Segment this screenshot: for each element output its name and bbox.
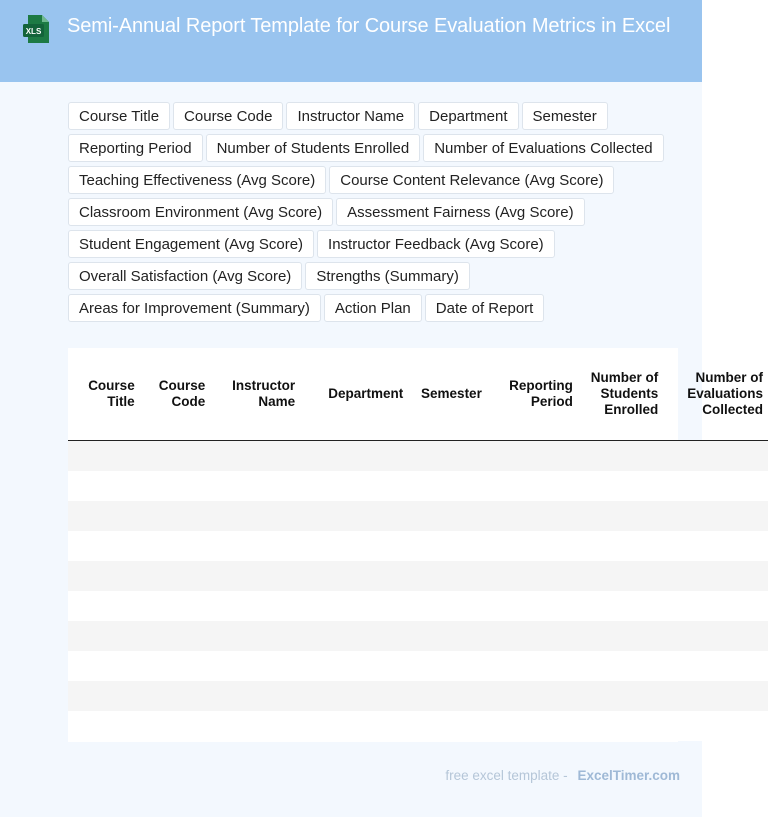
table-row <box>68 531 768 561</box>
field-chip[interactable]: Course Code <box>173 102 283 130</box>
header-banner <box>0 0 702 82</box>
template-table-wrapper[interactable] <box>68 348 763 742</box>
table-cell[interactable] <box>68 531 140 561</box>
table-cell[interactable] <box>140 441 211 472</box>
field-chip[interactable]: Reporting Period <box>68 134 203 162</box>
table-cell[interactable] <box>487 711 578 741</box>
table-cell[interactable] <box>408 591 487 621</box>
table-cell[interactable] <box>663 531 768 561</box>
table-cell[interactable] <box>408 711 487 741</box>
logo-label: XLS <box>25 27 42 36</box>
field-chip[interactable]: Number of Students Enrolled <box>206 134 421 162</box>
table-cell[interactable] <box>663 591 768 621</box>
table-cell[interactable] <box>140 591 211 621</box>
table-cell[interactable] <box>210 441 300 472</box>
table-cell[interactable] <box>487 681 578 711</box>
table-cell[interactable] <box>68 471 140 501</box>
table-cell[interactable] <box>578 621 663 651</box>
field-chip[interactable]: Instructor Feedback (Avg Score) <box>317 230 555 258</box>
field-chip[interactable]: Department <box>418 102 518 130</box>
field-chip[interactable]: Teaching Effectiveness (Avg Score) <box>68 166 326 194</box>
table-cell[interactable] <box>68 561 140 591</box>
field-chip[interactable]: Course Content Relevance (Avg Score) <box>329 166 614 194</box>
page-title: Semi-Annual Report Template for Course Evaluation Metrics in Excel <box>67 15 671 37</box>
table-cell[interactable] <box>408 501 487 531</box>
table-row <box>68 681 768 711</box>
column-header: Number of Evaluations Collected <box>663 348 768 441</box>
table-cell[interactable] <box>487 651 578 681</box>
table-cell[interactable] <box>210 711 300 741</box>
table-row <box>68 471 768 501</box>
table-row <box>68 621 768 651</box>
table-cell[interactable] <box>68 651 140 681</box>
table-cell[interactable] <box>68 621 140 651</box>
field-chip[interactable]: Instructor Name <box>286 102 415 130</box>
column-header: Course Code <box>140 348 211 441</box>
table-cell[interactable] <box>300 561 408 591</box>
column-header: Semester <box>408 348 487 441</box>
table-cell[interactable] <box>408 471 487 501</box>
table-cell[interactable] <box>408 681 487 711</box>
table-cell[interactable] <box>663 561 768 591</box>
table-cell[interactable] <box>300 681 408 711</box>
table-cell[interactable] <box>68 501 140 531</box>
table-body <box>68 441 768 742</box>
table-cell[interactable] <box>578 471 663 501</box>
table-cell[interactable] <box>140 471 211 501</box>
field-chip-list <box>68 102 678 322</box>
table-cell[interactable] <box>140 561 211 591</box>
excel-file-icon <box>22 14 52 44</box>
table-cell[interactable] <box>408 621 487 651</box>
column-header: Instructor Name <box>210 348 300 441</box>
field-chip[interactable]: Date of Report <box>425 294 545 322</box>
table-cell[interactable] <box>210 531 300 561</box>
table-cell[interactable] <box>210 681 300 711</box>
table-cell[interactable] <box>140 501 211 531</box>
table-cell[interactable] <box>663 441 768 472</box>
table-cell[interactable] <box>300 621 408 651</box>
table-cell[interactable] <box>663 471 768 501</box>
table-cell[interactable] <box>487 441 578 472</box>
field-chip[interactable]: Strengths (Summary) <box>305 262 470 290</box>
field-chip[interactable]: Student Engagement (Avg Score) <box>68 230 314 258</box>
field-chip[interactable]: Overall Satisfaction (Avg Score) <box>68 262 302 290</box>
field-chip[interactable]: Action Plan <box>324 294 422 322</box>
table-cell[interactable] <box>140 531 211 561</box>
table-cell[interactable] <box>578 441 663 472</box>
footer-brand-link[interactable]: ExcelTimer.com <box>577 768 680 783</box>
table-cell[interactable] <box>300 471 408 501</box>
table-cell[interactable] <box>68 441 140 472</box>
table-cell[interactable] <box>210 621 300 651</box>
table-cell[interactable] <box>578 561 663 591</box>
column-header: Department <box>300 348 408 441</box>
table-cell[interactable] <box>210 471 300 501</box>
table-row <box>68 651 768 681</box>
table-cell[interactable] <box>68 711 140 741</box>
column-header: Number of Students Enrolled <box>578 348 663 441</box>
table-row <box>68 711 768 741</box>
table-cell[interactable] <box>663 681 768 711</box>
field-chip[interactable]: Semester <box>522 102 608 130</box>
footer-credit <box>445 768 680 783</box>
column-header: Reporting Period <box>487 348 578 441</box>
table-cell[interactable] <box>408 651 487 681</box>
table-cell[interactable] <box>663 621 768 651</box>
template-table <box>68 348 768 741</box>
table-header-row <box>68 348 768 441</box>
table-cell[interactable] <box>487 501 578 531</box>
table-cell[interactable] <box>408 531 487 561</box>
table-cell[interactable] <box>578 531 663 561</box>
table-cell[interactable] <box>210 501 300 531</box>
table-cell[interactable] <box>140 681 211 711</box>
field-chip[interactable]: Classroom Environment (Avg Score) <box>68 198 333 226</box>
table-cell[interactable] <box>140 621 211 651</box>
table-cell[interactable] <box>210 651 300 681</box>
table-cell[interactable] <box>68 681 140 711</box>
field-chip[interactable]: Areas for Improvement (Summary) <box>68 294 321 322</box>
field-chip[interactable]: Number of Evaluations Collected <box>423 134 663 162</box>
table-cell[interactable] <box>300 501 408 531</box>
table-cell[interactable] <box>140 651 211 681</box>
table-cell[interactable] <box>578 651 663 681</box>
table-cell[interactable] <box>663 651 768 681</box>
table-cell[interactable] <box>300 441 408 472</box>
table-cell[interactable] <box>487 621 578 651</box>
table-cell[interactable] <box>578 681 663 711</box>
table-cell[interactable] <box>487 561 578 591</box>
table-cell[interactable] <box>408 561 487 591</box>
field-chip[interactable]: Assessment Fairness (Avg Score) <box>336 198 584 226</box>
table-cell[interactable] <box>210 591 300 621</box>
table-cell[interactable] <box>487 591 578 621</box>
column-header: Course Title <box>68 348 140 441</box>
table-cell[interactable] <box>210 561 300 591</box>
table-row <box>68 591 768 621</box>
footer-prefix: free excel template - <box>445 768 568 783</box>
table-cell[interactable] <box>487 471 578 501</box>
table-cell[interactable] <box>300 591 408 621</box>
table-row <box>68 501 768 531</box>
table-cell[interactable] <box>68 591 140 621</box>
table-cell[interactable] <box>408 441 487 472</box>
table-cell[interactable] <box>300 711 408 741</box>
table-row <box>68 561 768 591</box>
table-cell[interactable] <box>300 531 408 561</box>
table-cell[interactable] <box>487 531 578 561</box>
table-cell[interactable] <box>578 501 663 531</box>
table-row <box>68 441 768 472</box>
table-cell[interactable] <box>578 591 663 621</box>
field-chip[interactable]: Course Title <box>68 102 170 130</box>
table-cell[interactable] <box>578 711 663 741</box>
table-cell[interactable] <box>663 711 768 741</box>
table-cell[interactable] <box>663 501 768 531</box>
table-cell[interactable] <box>300 651 408 681</box>
table-cell[interactable] <box>140 711 211 741</box>
